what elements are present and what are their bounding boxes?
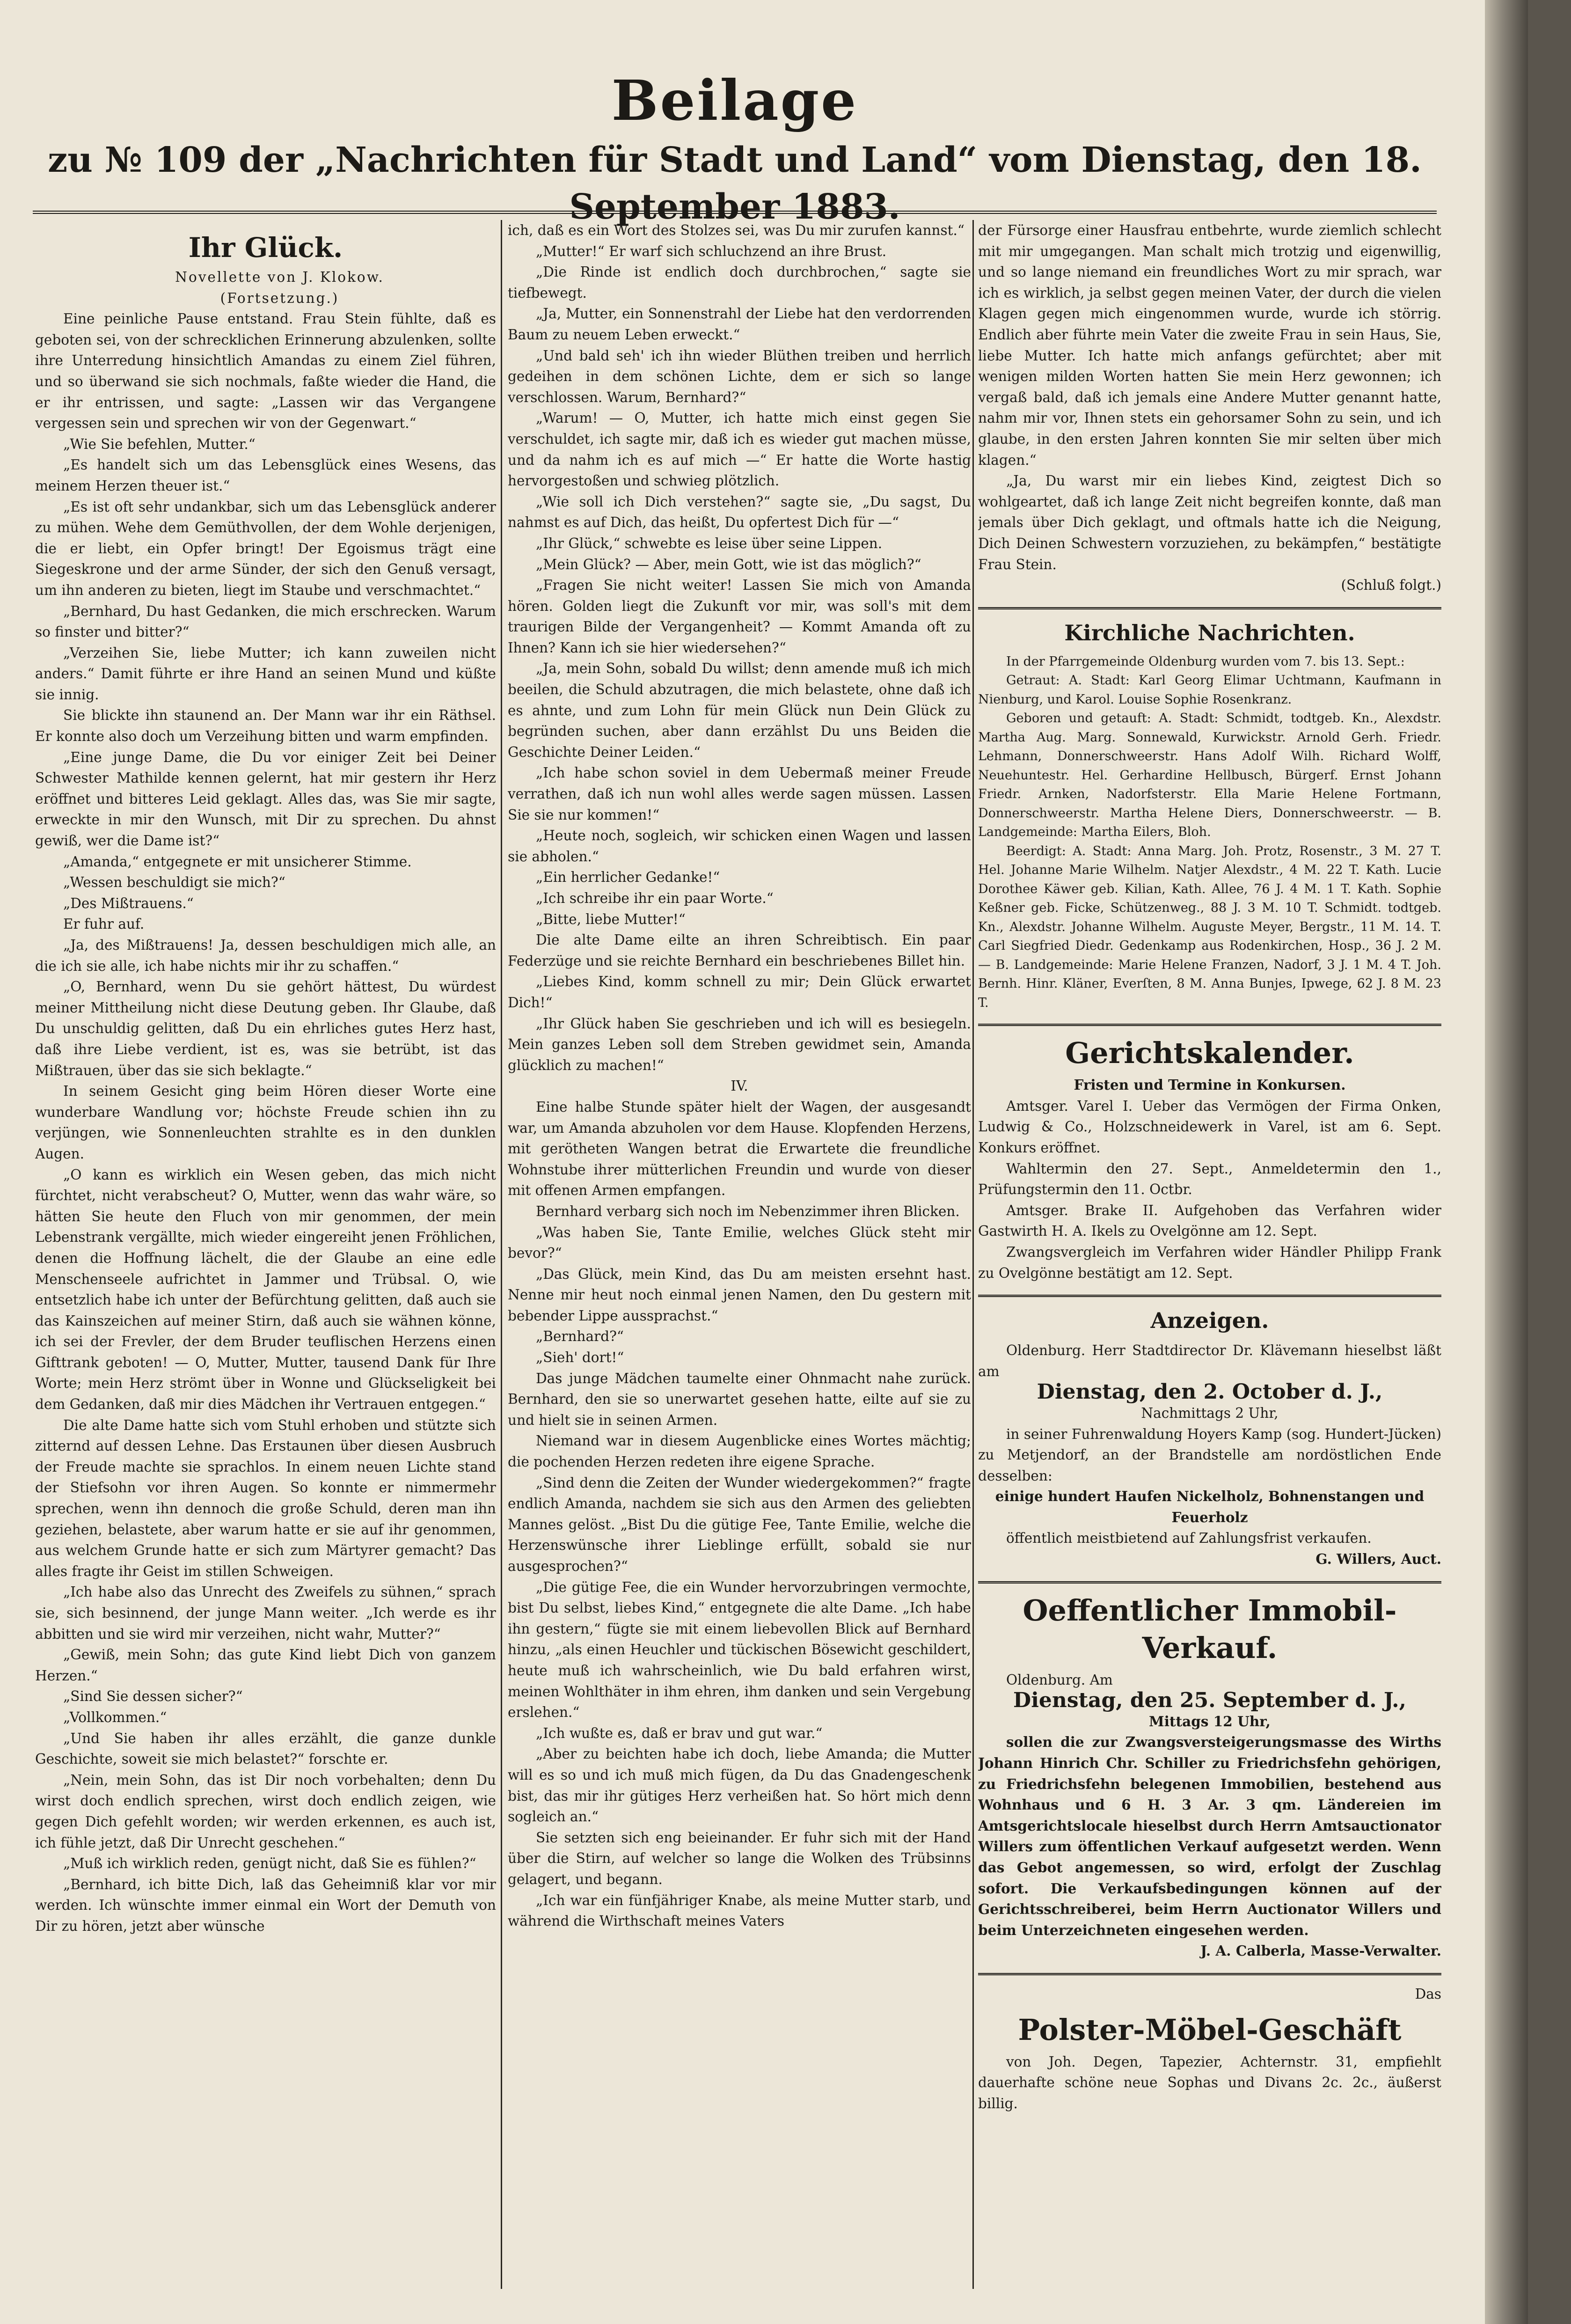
ad-signature: J. A. Calberla, Masse-Verwalter. — [1200, 1943, 1441, 1959]
ads-title: Anzeigen. — [1150, 1308, 1269, 1334]
court-entry: Wahltermin den 27. Sept., Anmeldetermin den 1., Prüfungstermin den 11. Octbr. — [978, 1160, 1441, 1198]
story-text — [508, 220, 971, 1932]
story-paragraph: „Des Mißtrauens.“ — [63, 895, 194, 911]
story-paragraph: „Aber zu beichten habe ich doch, liebe Amanda; die Mutter will es so und ich muß mich fügen, da Du das Gnadengeschenk bist, das mir ihr gütiges Herz verheißen hat. So hört mich denn sogleich an.“ — [508, 1746, 971, 1825]
story-paragraph: „Mein Glück? — Aber, mein Gott, wie ist das möglich?“ — [536, 556, 921, 572]
story-paragraph: „Heute noch, sogleich, wir schicken einen Wagen und lassen sie abholen.“ — [508, 828, 971, 865]
story-paragraph: „Wie Sie befehlen, Mutter.“ — [63, 436, 256, 452]
story-paragraph: Sie blickte ihn staunend an. Der Mann war ihr ein Räthsel. Er konnte also doch um Verzeihung bitten und warm empfinden. — [35, 707, 496, 745]
section-rule — [978, 1295, 1441, 1297]
story-paragraph: „Bernhard?“ — [536, 1328, 624, 1345]
story-paragraph: „Amanda,“ entgegnete er mit unsicherer Stimme. — [63, 853, 412, 870]
church-buried: Beerdigt: A. Stadt: Anna Marg. Joh. Protz, Rosenstr., 3 M. 27 T. Hel. Johanne Marie Wilhelm. Natjer Alexdstr., 4 M. 22 T. Kath. Lucie Dorothee Käwer geb. Kilian, Kath. Allee, 76 J. 4 M. 1 T. Kath. Sophie Keßner geb. Ficke, Schützenweg., 88 J. 3 M. 10 T. Schmidt. todtgeb. Kn., Alexdstr. Johanne Wilhelm. Auguste Meyer, Bergstr., 11 M. 14. T. Carl Siegfried Diedr. Gedenkamp aus Rodenkirchen, Hosp., 36 J. 2 M. — B. Landgemeinde: Marie Helene Franzen, Nadorf, 3 J. 1 M. 4 T. Joh. Bernh. Hinr. Kläner, Everſten, 8 M. Anna Bunjes, Ipwege, 62 J. 8 M. 23 T. — [978, 843, 1441, 1010]
story-paragraph: „Ihr Glück haben Sie geschrieben und ich will es besiegeln. Mein ganzes Leben soll dem Streben gewidmet sein, Amanda glücklich zu machen!“ — [508, 1015, 971, 1073]
ad-text: Oldenburg. Herr Stadtdirector Dr. Klävemann hieselbst läßt am — [978, 1342, 1441, 1379]
story-paragraph: „Und Sie haben ihr alles erzählt, die ganze dunkle Geschichte, soweit sie mich belastet?“ forschte er. — [35, 1730, 496, 1767]
story-paragraph: „Liebes Kind, komm schnell zu mir; Dein Glück erwartet Dich!“ — [508, 974, 971, 1011]
story-paragraph: „Und bald seh' ich ihn wieder Blüthen treiben und herrlich gedeihen in dem schönen Lichte, dem er sich so lange verschlossen. Warum, Bernhard?“ — [508, 347, 971, 405]
story-title: Ihr Glück. — [188, 232, 343, 264]
column-rule — [501, 220, 502, 2289]
church-title: Kirchliche Nachrichten. — [1064, 620, 1355, 645]
court-subtitle: Fristen und Termine in Konkursen. — [1074, 1077, 1346, 1093]
section-rule — [978, 607, 1441, 609]
column-3 — [978, 220, 1441, 2289]
ad-items: einige hundert Haufen Nickelholz, Bohnenstangen und Feuerholz — [995, 1488, 1425, 1525]
masthead — [33, 70, 1437, 230]
story-paragraph: Bernhard verbarg sich noch im Nebenzimmer ihren Blicken. — [536, 1203, 960, 1219]
story-paragraph: „Die Rinde ist endlich doch durchbrochen,“ sagte sie tiefbewegt. — [508, 264, 971, 301]
story-paragraph: „Ich wußte es, daß er brav und gut war.“ — [536, 1725, 823, 1741]
story-paragraph: „Sind denn die Zeiten der Wunder wiedergekommen?“ fragte endlich Amanda, nachdem sie sich aus den Armen des geliebten Mannes gelöst. „Bist Du die gütige Fee, Tante Emilie, welche die Herzenswünsche ihrer Lieblinge erfüllt, sobald sie nur ausgesprochen?“ — [508, 1474, 971, 1574]
story-paragraph: „Ich schreibe ihr ein paar Worte.“ — [536, 890, 774, 906]
ad-time: Nachmittags 2 Uhr, — [1141, 1405, 1279, 1421]
story-paragraph: „Sieh' dort!“ — [536, 1349, 624, 1366]
story-paragraph: „Es handelt sich um das Lebensglück eines Wesens, das meinem Herzen theuer ist.“ — [35, 457, 496, 494]
section-rule — [978, 1581, 1441, 1584]
supplement-title: Beilage — [611, 68, 858, 133]
supplement-subtitle: zu № 109 der „Nachrichten für Stadt und Land“ vom Dienstag, den 18. September 1883. — [48, 140, 1422, 227]
church-intro: In der Pfarrgemeinde Oldenburg wurden vom 7. bis 13. Sept.: — [1006, 654, 1405, 669]
story-paragraph: Niemand war in diesem Augenblicke eines Wortes mächtig; die pochenden Herzen redeten ihre eigene Sprache. — [508, 1433, 971, 1470]
header-rule — [33, 211, 1437, 214]
story-paragraph: „Ich habe schon soviel in dem Uebermaß meiner Freude verrathen, daß ich nun wohl alles werde sagen müssen. Lassen Sie sie nur kommen!“ — [508, 765, 971, 823]
story-paragraph: IV. — [731, 1078, 748, 1094]
story-paragraph: ich, daß es ein Wort des Stolzes sei, was Du mir zurufen kannst.“ — [508, 222, 965, 238]
story-paragraph: „Sind Sie dessen sicher?“ — [63, 1688, 243, 1705]
section-rule — [978, 1973, 1441, 1975]
story-paragraph: Die alte Dame hatte sich vom Stuhl erhoben und stützte sich zitternd auf dessen Lehne. Das Erstaunen über diesen Ausbruch der Freude machte sie sprachlos. In einem neuen Lichte stand der Stiefsohn vor ihren Augen. So konnte er nimmermehr sprechen, wenn ihn dennoch die große Schuld, deren man ihn geziehen, belastete, aber warum hatte er sie auf ihr genommen, aus welchem Grunde hatte er sich zum Märtyrer gemacht? Das alles fragte ihr Geist im stillen Schweigen. — [35, 1417, 496, 1579]
court-title: Gerichtskalender. — [1065, 1036, 1354, 1070]
ad-signature: G. Willers, Auct. — [1315, 1551, 1441, 1568]
story-paragraph: Das junge Mädchen taumelte einer Ohnmacht nahe zurück. Bernhard, den sie so unerwartet gesehen hatte, eilte auf sie zu und hielt sie in seinen Armen. — [508, 1370, 971, 1428]
story-paragraph: „O, Bernhard, wenn Du sie gehört hättest, Du würdest meiner Mittheilung nicht diese Deutung geben. Ihr Glaube, daß Du unschuldig gelitten, daß Du ein ehrliches gutes Herz hast, daß ihre Liebe verdient, ist es, was sie betrübt, ist das Mißtrauen, über das sie sich beklagte.“ — [35, 979, 496, 1078]
story-paragraph: „Wie soll ich Dich verstehen?“ sagte sie, „Du sagst, Du nahmst es auf Dich, das heißt, Du opfertest Dich für —“ — [508, 493, 971, 531]
story-continued: (Fortsetzung.) — [220, 290, 339, 306]
court-entry: Zwangsvergleich im Verfahren wider Händler Philipp Frank zu Ovelgönne bestätigt am 12. Sept. — [978, 1244, 1441, 1281]
story-paragraph: „O kann es wirklich ein Wesen geben, das mich nicht fürchtet, nicht verabscheut? O, Mutter, wenn das wahr wäre, so hätten Sie heute den Fluch von mir genommen, der mein Lebenstrank vergällte, mich wieder eingereiht jenen Fröhlichen, denen die Hoffnung lächelt, die der Glaube an eine edle Menschenseele aufrichtet in Jammer und Trübsal. O, wie entsetzlich habe ich unter der Befürchtung gelitten, daß auch sie das Kainszeichen auf meiner Stirn, daß auch sie wähnen könne, ich sei der Frevler, der dem Bruder teuflischen Herzens einen Gifttrank geboten! — O, Mutter, Mutter, tausend Dank für Ihre Worte; mein Herz strömt über in Wonne und Glückseligkeit bei dem Gedanken, daß mir dies Mädchen ihr Vertrauen entgegen.“ — [35, 1166, 496, 1413]
story-paragraph: „Ja, des Mißtrauens! Ja, dessen beschuldigen mich alle, an die ich sie alle, ich habe nichts mir ihr zu schaffen.“ — [35, 937, 496, 974]
page-edge — [1485, 0, 1528, 2324]
story-paragraph: „Ich habe also das Unrecht des Zweifels zu sühnen,“ sprach sie, sich besinnend, der junge Mann weiter. „Ich werde es ihr abbitten und sie wird mir verzeihen, nicht wahr, Mutter?“ — [35, 1584, 496, 1642]
section-rule — [978, 1024, 1441, 1026]
story-paragraph: „Verzeihen Sie, liebe Mutter; ich kann zuweilen nicht anders.“ Damit führte er ihre Hand an seinen Mund und küßte sie innig. — [35, 645, 496, 703]
story-paragraph: Eine peinliche Pause entstand. Frau Stein fühlte, daß es geboten sei, von der schrecklichen Erinnerung abzulenken, sollte ihre Unterredung hinsichtlich Amandas zu einem Ziel führen, und so überwand sie sich nochmals, faßte wieder die Hand, die er ihr entrissen, und sagte: „Lassen wir das Vergangene vergessen sein und sprechen wir von der Gegenwart.“ — [35, 311, 496, 432]
story-paragraph: „Muß ich wirklich reden, genügt nicht, daß Sie es fühlen?“ — [63, 1855, 476, 1872]
story-paragraph: der Fürsorge einer Hausfrau entbehrte, wurde ziemlich schlecht mit mir umgegangen. Man schalt mich trotzig und eigenwillig, und so lange niemand ein freundliches Wort zu mir sprach, war ich es wirklich, ja selbst gegen meinen Vater, der durch die vielen Klagen gegen mich eingenommen wurde, wurde ich störrig. Endlich aber führte mein Vater die zweite Frau in sein Haus, Sie, liebe Mutter. Ich hatte mich anfangs gefürchtet; aber mit wenigen milden Worten hatten Sie mein Herz gewonnen; ich vergaß bald, daß ich jemals eine Andere Mutter genannt hatte, nahm mir vor, Ihnen stets ein gehorsamer Sohn zu sein, und ich glaube, in den ersten Jahren konnten Sie mir selten über mich klagen.“ — [978, 222, 1441, 468]
story-paragraph: „Ja, Du warst mir ein liebes Kind, zeigtest Dich so wohlgeartet, daß ich lange Zeit nicht begreifen konnte, daß man jemals über Dich geklagt, und oftmals hatte ich die Neigung, Dich Deinen Schwestern vorzuziehen, zu bekämpfen,“ bestätigte Frau Stein. — [978, 473, 1441, 572]
story-paragraph: Er fuhr auf. — [63, 916, 145, 932]
ad-text: von Joh. Degen, Tapezier, Achternstr. 31, empfiehlt dauerhafte schöne neue Sophas und Divans 2c. 2c., äußerst billig. — [978, 2053, 1441, 2111]
court-entry: Amtsger. Varel I. Ueber das Vermögen der Firma Onken, Ludwig & Co., Holzschneidewerk in Varel, ist am 6. Sept. Konkurs eröffnet. — [978, 1098, 1441, 1156]
ad-title: Polster-Möbel-Geschäft — [1018, 2012, 1402, 2047]
church-born: Geboren und getauft: A. Stadt: Schmidt, todtgeb. Kn., Alexdstr. Martha Aug. Marg. Sonnewald, Kurwickstr. Arnold Gerh. Friedr. Lehmann, Donnerschweerstr. Hans Adolf Wilh. Richard Wolff, Neuehuntestr. Hel. Gerhardine Hellbusch, Bürgerf. Ernst Johann Friedr. Arnken, Nadorfsterstr. Ella Marie Helene Fortmann, Donnerschweerstr. Martha Helene Diers, Donnerschweerstr. — B. Landgemeinde: Martha Eilers, Bloh. — [978, 711, 1441, 840]
story-paragraph: „Die gütige Fee, die ein Wunder hervorzubringen vermochte, bist Du selbst, liebes Kind,“ entgegnete die alte Dame. „Ich habe ihn gestern,“ fügte sie mit einem liebevollen Blick auf Bernhard hinzu, „als einen Heuchler und tückischen Bösewicht geschildert, heute muß ich wahrscheinlich, wie Du bald erfahren wirst, meinen Wohlthäter in ihm ehren, ihm danken und sein Vergebung erslehen.“ — [508, 1579, 971, 1721]
story-paragraph: „Bernhard, Du hast Gedanken, die mich erschrecken. Warum so finster und bitter?“ — [35, 603, 496, 640]
ad-text: Oldenburg. Am — [1006, 1672, 1113, 1688]
story-paragraph: „Nein, mein Sohn, das ist Dir noch vorbehalten; denn Du wirst doch endlich sprechen, wirst doch endlich zeigen, wie gegen Dich gefehlt worden; wir werden erkennen, es auch ist, ich fühle jetzt, daß Dir Unrecht geschehen.“ — [35, 1772, 496, 1851]
story-paragraph: „Bernhard, ich bitte Dich, laß das Geheimniß klar vor mir werden. Ich wünschte immer einmal ein Wort der Demuth von Dir zu hören, jetzt aber wünsche — [35, 1876, 496, 1934]
ad-text: in seiner Fuhrenwaldung Hoyers Kamp (sog. Hundert-Jücken) zu Metjendorf, an der Brandstelle am nordöstlichen Ende desselben: — [978, 1426, 1441, 1484]
ad-date: Dienstag, den 2. October d. J., — [1037, 1380, 1383, 1404]
story-paragraph: „Es ist oft sehr undankbar, sich um das Lebensglück anderer zu mühen. Wehe dem Gemüthvollen, der dem Wohle derjenigen, die er liebt, ein Opfer bringt! Der Egoismus trägt eine Siegeskrone und der arme Sünder, der sich den Genuß versagt, um ihn anderen zu bieten, liegt im Staube und verschmachtet.“ — [35, 499, 496, 598]
story-paragraph: In seinem Gesicht ging beim Hören dieser Worte eine wunderbare Wandlung vor; höchste Freude schien ihn zu verjüngen, wie Sonnenleuchten strahlte es in den dunklen Augen. — [35, 1083, 496, 1162]
court-entry: Amtsger. Brake II. Aufgehoben das Verfahren wider Gastwirth H. A. Ikels zu Ovelgönne am 12. Sept. — [978, 1202, 1441, 1239]
story-text — [978, 220, 1441, 575]
ad-prefix: Das — [1415, 1986, 1441, 2002]
ad-title: Oeffentlicher Immobil-Verkauf. — [1023, 1593, 1397, 1665]
story-paragraph: „Ein herrlicher Gedanke!“ — [536, 869, 720, 886]
ad-text: öffentlich meistbietend auf Zahlungsfrist verkaufen. — [1006, 1530, 1372, 1547]
story-paragraph: Eine halbe Stunde später hielt der Wagen, der ausgesandt war, um Amanda abzuholen vor dem Hause. Klopfenden Herzens, mit gerötheten Wangen betrat die Erwartete die freundliche Wohnstube ihrer mütterlichen Freundin und wurde von dieser mit offenen Armen empfangen. — [508, 1099, 971, 1199]
story-paragraph: „Ich war ein fünfjähriger Knabe, als meine Mutter starb, und während die Wirthschaft meines Vaters — [508, 1892, 971, 1929]
story-paragraph: „Eine junge Dame, die Du vor einiger Zeit bei Deiner Schwester Mathilde kennen gelernt, hat mir gestern ihr Herz eröffnet und bitteres Leid geklagt. Alles das, was Sie mir sagte, erweckte in mir den Wunsch, mit Dir zu sprechen. Du ahnst gewiß, wer die Dame ist?“ — [35, 749, 496, 849]
story-column-2 — [508, 220, 971, 2289]
story-column-1 — [35, 220, 496, 2289]
story-paragraph: Die alte Dame eilte an ihren Schreibtisch. Ein paar Federzüge und sie reichte Bernhard ein beschriebenes Billet hin. — [508, 932, 971, 969]
church-married: Getraut: A. Stadt: Karl Georg Elimar Uchtmann, Kaufmann in Nienburg, und Karol. Louise Sophie Rosenkranz. — [978, 673, 1441, 707]
story-paragraph: „Ja, mein Sohn, sobald Du willst; denn amende muß ich mich beeilen, die Schuld abzutragen, die mich belastete, ohne daß ich es ahnte, und zum Lohn für mein Glück nun Dein Glück zu begründen suchen, aber dann erzählst Du uns Beiden die Geschichte Deiner Leiden.“ — [508, 660, 971, 760]
ad-text: sollen die zur Zwangsversteigerungsmasse des Wirths Johann Hinrich Chr. Schiller zu Friedrichsfehn gehörigen, zu Friedrichsfehn belegenen Immobilien, bestehend aus Wohnhaus und 6 H. 3 Ar. 3 qm. Ländereien im Amtsgerichtslocale hieselbst durch Herrn Amtsauctionator Willers zum öffentlichen Verkauf aufgesetzt werden. Wenn das Gebot angemessen, so wird, erfolgt der Zuschlag sofort. Die Verkaufsbedingungen können auf der Gerichtsschreiberei, beim Herrn Auctionator Willers und beim Unterzeichneten eingesehen werden. — [978, 1734, 1441, 1938]
story-paragraph: „Mutter!“ Er warf sich schluchzend an ihre Brust. — [536, 243, 887, 259]
story-paragraph: „Fragen Sie nicht weiter! Lassen Sie mich von Amanda hören. Golden liegt die Zukunft vor mir, was soll's mit dem traurigen Bilde der Vergangenheit? — Kommt Amanda oft zu Ihnen? Kann ich sie hier wiedersehen?“ — [508, 577, 971, 656]
story-paragraph: „Gewiß, mein Sohn; das gute Kind liebt Dich von ganzem Herzen.“ — [35, 1647, 496, 1684]
column-rule — [972, 220, 974, 2289]
story-text — [35, 308, 496, 1936]
ad-time: Mittags 12 Uhr, — [1149, 1713, 1271, 1730]
story-paragraph: „Ihr Glück,“ schwebte es leise über seine Lippen. — [536, 535, 883, 551]
ad-date: Dienstag, den 25. September d. J., — [1013, 1688, 1406, 1713]
story-paragraph: „Bitte, liebe Mutter!“ — [536, 911, 686, 927]
story-closing: (Schluß folgt.) — [1341, 577, 1441, 594]
story-paragraph: „Warum! — O, Mutter, ich hatte mich einst gegen Sie verschuldet, ich sagte mir, daß ich es wieder gut machen müsse, und da nahm ich es auf mich —“ Er hatte die Worte hastig hervorgestoßen und schwieg plötzlich. — [508, 410, 971, 489]
story-paragraph: Sie setzten sich eng beieinander. Er fuhr sich mit der Hand über die Stirn, auf welcher so lange die Wolken des Trübsinns gelagert, und begann. — [508, 1829, 971, 1887]
story-paragraph: „Das Glück, mein Kind, das Du am meisten ersehnt hast. Nenne mir heut noch einmal jenen Namen, den Du gestern mit bebender Lippe aussprachst.“ — [508, 1266, 971, 1324]
story-paragraph: „Ja, Mutter, ein Sonnenstrahl der Liebe hat den verdorrenden Baum zu neuem Leben erweckt.“ — [508, 306, 971, 343]
story-paragraph: „Wessen beschuldigt sie mich?“ — [63, 874, 285, 891]
story-paragraph: „Vollkommen.“ — [63, 1709, 167, 1725]
story-byline: Novellette von J. Klokow. — [175, 269, 384, 285]
story-paragraph: „Was haben Sie, Tante Emilie, welches Glück steht mir bevor?“ — [508, 1224, 971, 1261]
